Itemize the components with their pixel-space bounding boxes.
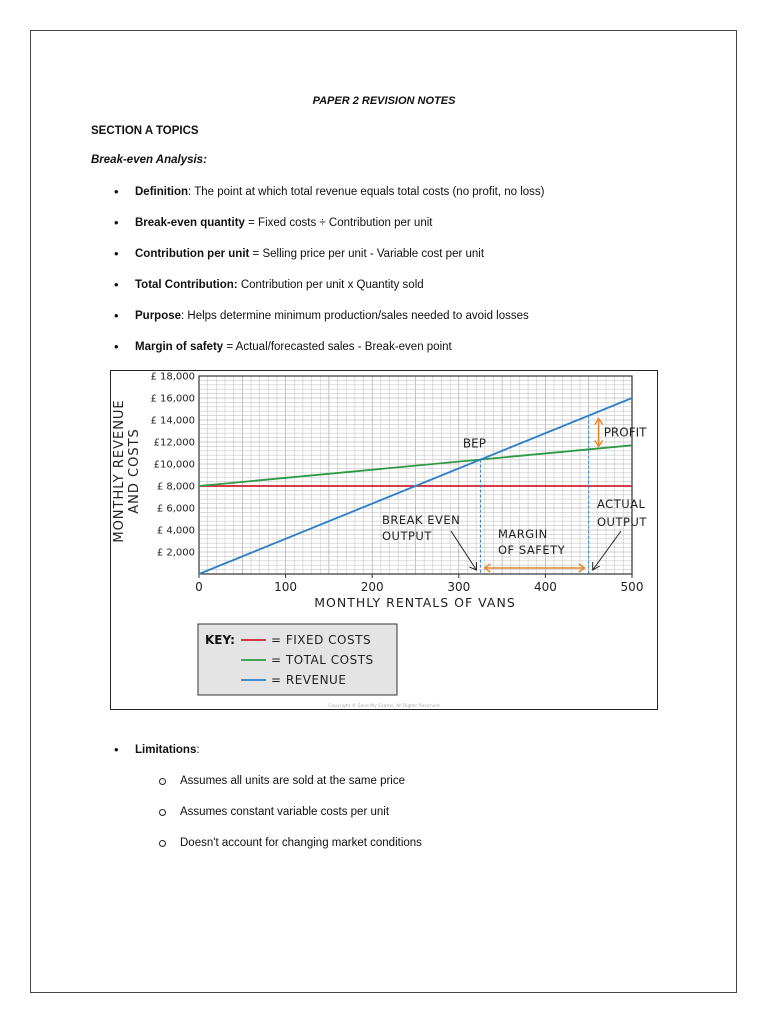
item-text: : xyxy=(196,744,200,756)
item-text: : Helps determine minimum production/sales needed to avoid losses xyxy=(181,310,529,322)
item-term: Purpose xyxy=(135,310,182,322)
list-item xyxy=(91,743,422,774)
list-item xyxy=(91,216,545,247)
list-item xyxy=(91,309,545,340)
break-even-output-label-2: OUTPUT xyxy=(382,529,432,543)
legend-entry: = TOTAL COSTS xyxy=(271,653,374,667)
y-axis-label: MONTHLY REVENUE xyxy=(112,399,127,543)
break-even-output-label: BREAK EVEN xyxy=(382,513,461,527)
bep-label: BEP xyxy=(462,436,486,451)
x-tick-label: 200 xyxy=(360,580,384,594)
y-tick-label: £ 18,000 xyxy=(150,371,195,383)
item-text: = Selling price per unit - Variable cost per unit xyxy=(249,248,485,260)
limitations-list xyxy=(91,774,422,867)
y-tick-label: £ 2,000 xyxy=(156,547,195,559)
chart-legend xyxy=(198,624,397,695)
item-term: Break-even quantity xyxy=(135,217,245,229)
definition-list xyxy=(91,185,545,371)
item-term: Total Contribution: xyxy=(135,279,238,291)
y-tick-label: £12,000 xyxy=(153,437,195,449)
list-item xyxy=(91,340,545,371)
list-item xyxy=(91,278,545,309)
list-item xyxy=(91,247,545,278)
x-tick-label: 300 xyxy=(447,580,471,594)
legend-entry: = REVENUE xyxy=(271,673,347,687)
legend-entry: = FIXED COSTS xyxy=(271,633,372,647)
legend-key-label: KEY: xyxy=(205,633,235,647)
item-term: Definition xyxy=(135,186,189,198)
margin-label: MARGIN xyxy=(498,527,548,541)
profit-label: PROFIT xyxy=(603,425,647,440)
y-tick-label: £ 6,000 xyxy=(156,503,195,515)
item-text: Contribution per unit x Quantity sold xyxy=(237,279,424,291)
page-title: PAPER 2 REVISION NOTES xyxy=(312,95,456,107)
x-tick-label: 100 xyxy=(274,580,298,594)
limitations-block xyxy=(91,743,422,867)
sub-list-item: Assumes constant variable costs per unit xyxy=(91,805,422,836)
x-axis-label: MONTHLY RENTALS OF VANS xyxy=(314,595,516,610)
y-tick-label: £ 4,000 xyxy=(156,525,195,537)
section-heading: SECTION A TOPICS xyxy=(91,125,199,137)
y-tick-label: £ 14,000 xyxy=(150,415,195,427)
actual-output-label: ACTUAL xyxy=(597,497,646,511)
sub-list-item: Assumes all units are sold at the same price xyxy=(91,774,422,805)
item-text: : The point at which total revenue equals total costs (no profit, no loss) xyxy=(188,186,545,198)
y-tick-label: £ 8,000 xyxy=(156,481,195,493)
break-even-chart-svg xyxy=(111,371,657,709)
copyright-text: Copyright © Save My Exams. All Rights Reserved xyxy=(328,704,440,709)
x-tick-label: 400 xyxy=(533,580,557,594)
break-even-chart xyxy=(110,370,658,710)
actual-output-pointer xyxy=(593,531,621,570)
sub-list-item: Doesn't account for changing market conditions xyxy=(91,836,422,867)
y-tick-label: £ 16,000 xyxy=(150,393,195,405)
topic-heading: Break-even Analysis: xyxy=(91,154,207,166)
chart-grid xyxy=(199,376,632,574)
list-item xyxy=(91,185,545,216)
break-even-pointer xyxy=(451,531,476,570)
item-text: = Fixed costs ÷ Contribution per unit xyxy=(244,217,433,229)
item-term: Contribution per unit xyxy=(135,248,250,260)
item-text: = Actual/forecasted sales - Break-even point xyxy=(223,341,452,353)
item-term: Limitations xyxy=(135,744,197,756)
margin-label-2: OF SAFETY xyxy=(498,543,566,557)
actual-output-label-2: OUTPUT xyxy=(597,515,647,529)
y-tick-label: £10,000 xyxy=(153,459,195,471)
y-axis-label-2: AND COSTS xyxy=(127,428,142,514)
x-tick-label: 0 xyxy=(195,580,203,594)
x-tick-label: 500 xyxy=(620,580,644,594)
item-term: Margin of safety xyxy=(135,341,224,353)
